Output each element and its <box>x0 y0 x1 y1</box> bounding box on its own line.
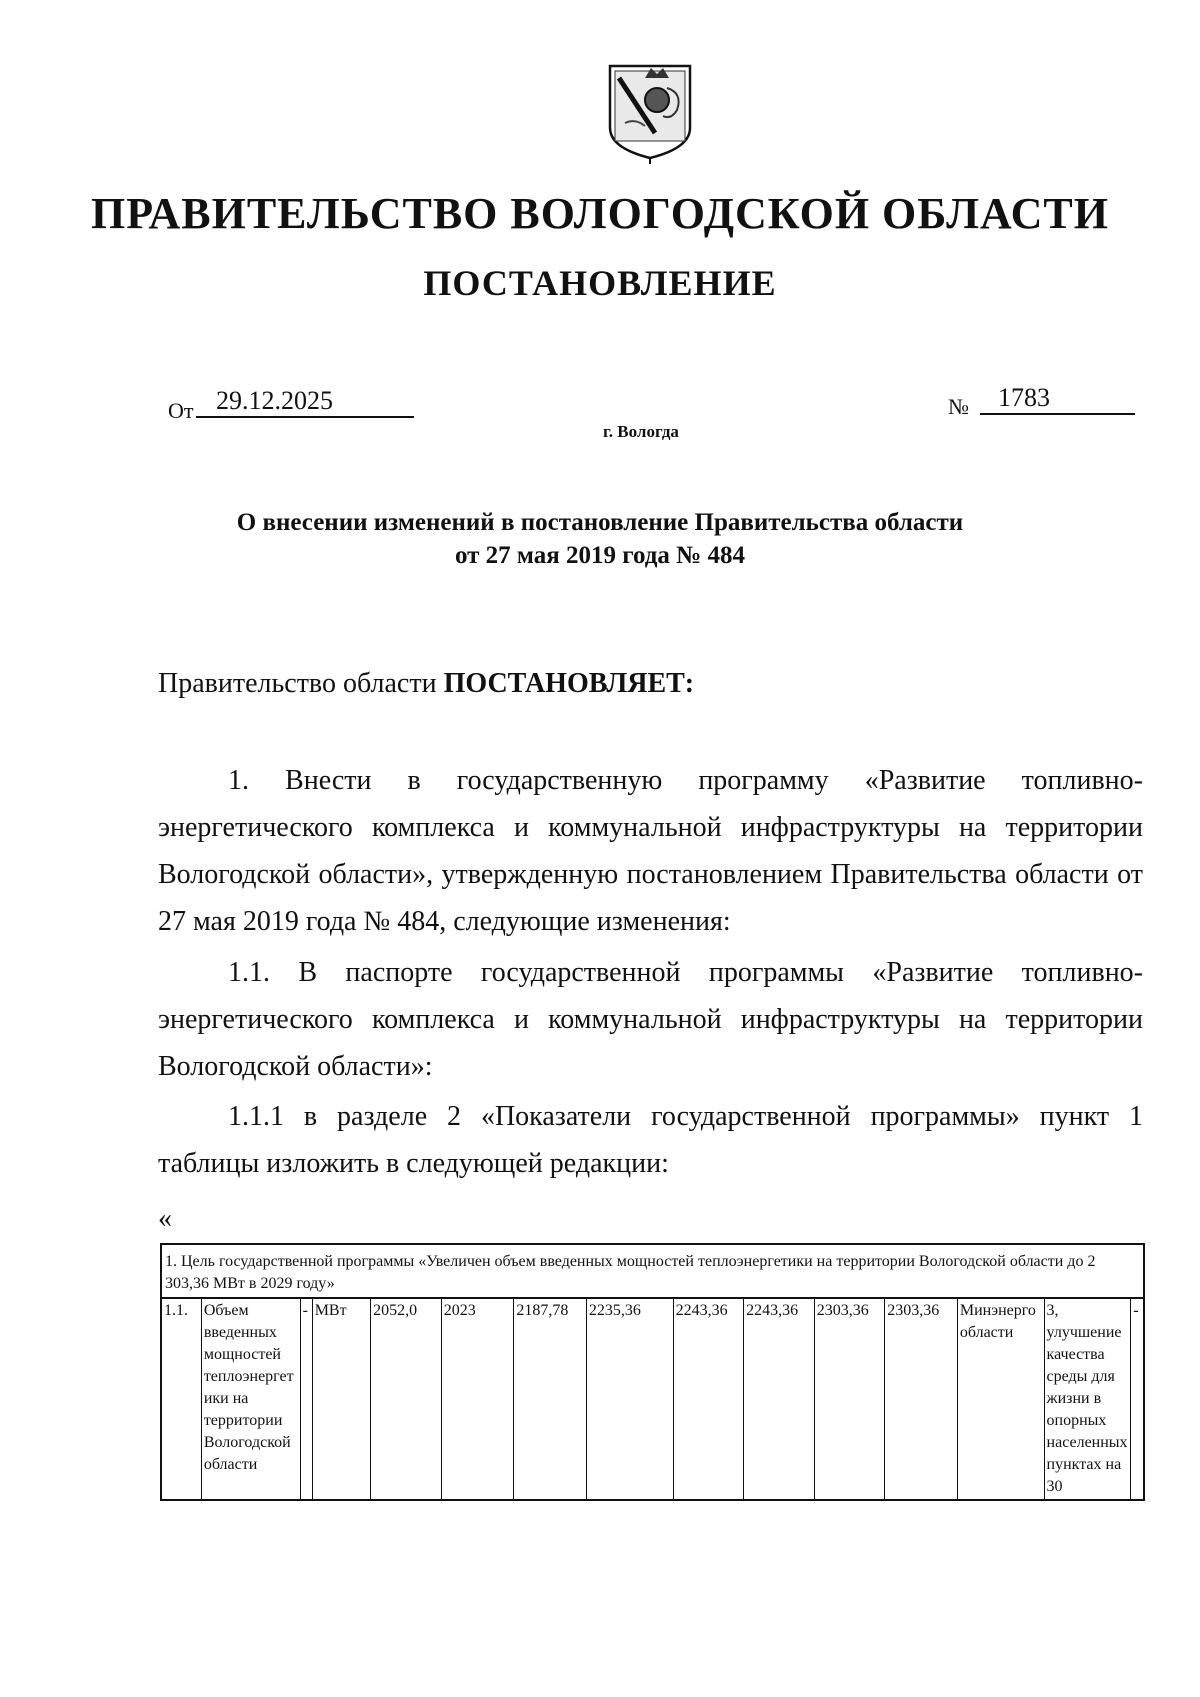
document-type: ПОСТАНОВЛЕНИЕ <box>423 263 777 303</box>
dash-cell: - <box>300 1298 312 1500</box>
value-cell: 2303,36 <box>885 1298 958 1500</box>
base-value: 2052,0 <box>371 1298 442 1500</box>
paragraph-1: 1. Внести в государственную программу «Развитие топливно-энергетического комплекса и коммунальной инфраструктуры на территории Вологодской области», утвержденную постановлением Правительства области от 27 мая 2019 года № 484, следующие изменения: <box>158 765 1143 937</box>
indicators-table <box>160 1243 1145 1501</box>
table-row <box>161 1244 1144 1298</box>
decree-verb: ПОСТАНОВЛЯЕТ: <box>443 668 695 699</box>
value-cell: 2243,36 <box>673 1298 744 1500</box>
row-number: 1.1. <box>161 1298 201 1500</box>
organization-title: ПРАВИТЕЛЬСТВО ВОЛОГОДСКОЙ ОБЛАСТИ <box>91 189 1109 238</box>
paragraph-1-1-1: 1.1.1 в разделе 2 «Показатели государственной программы» пункт 1 таблицы изложить в следующей редакции: <box>158 1101 1143 1179</box>
decree-lead: Правительство области <box>158 668 437 699</box>
opening-quote: « <box>158 1203 172 1234</box>
city: г. Вологда <box>603 422 679 441</box>
goal-cell: 1. Цель государственной программы «Увеличен объем введенных мощностей теплоэнергетики на территории Вологодской области до 2 303,36 МВт в 2029 году» <box>161 1244 1144 1298</box>
link-cell: 3, улучшение качества среды для жизни в опорных населенных пунктах на 30 <box>1044 1298 1131 1500</box>
value-cell: 2303,36 <box>814 1298 885 1500</box>
unit-cell: МВт <box>312 1298 370 1500</box>
table-row <box>161 1298 1144 1500</box>
base-year: 2023 <box>441 1298 514 1500</box>
coat-of-arms-icon <box>605 48 695 168</box>
document-number: 1783 <box>980 383 1135 415</box>
date-prefix: От <box>168 398 194 423</box>
dash-cell: - <box>1131 1298 1144 1500</box>
value-cell: 2235,36 <box>586 1298 673 1500</box>
value-cell: 2243,36 <box>744 1298 815 1500</box>
document-date: 29.12.2025 <box>196 386 414 418</box>
document-subject <box>150 506 1050 572</box>
value-cell: 2187,78 <box>514 1298 587 1500</box>
paragraph-1-1: 1.1. В паспорте государственной программы «Развитие топливно-энергетического комплекса и коммунальной инфраструктуры на территории Вологодской области»: <box>158 957 1143 1082</box>
subject-line-2: от 27 мая 2019 года № 484 <box>454 542 746 569</box>
number-prefix: № <box>948 394 969 419</box>
indicator-name: Объем введенных мощностей теплоэнергетики на территории Вологодской области <box>201 1298 300 1500</box>
subject-line-1: О внесении изменений в постановление Правительства области <box>236 509 964 536</box>
decree-statement <box>158 668 694 700</box>
responsible-cell: Минэнерго области <box>957 1298 1044 1500</box>
